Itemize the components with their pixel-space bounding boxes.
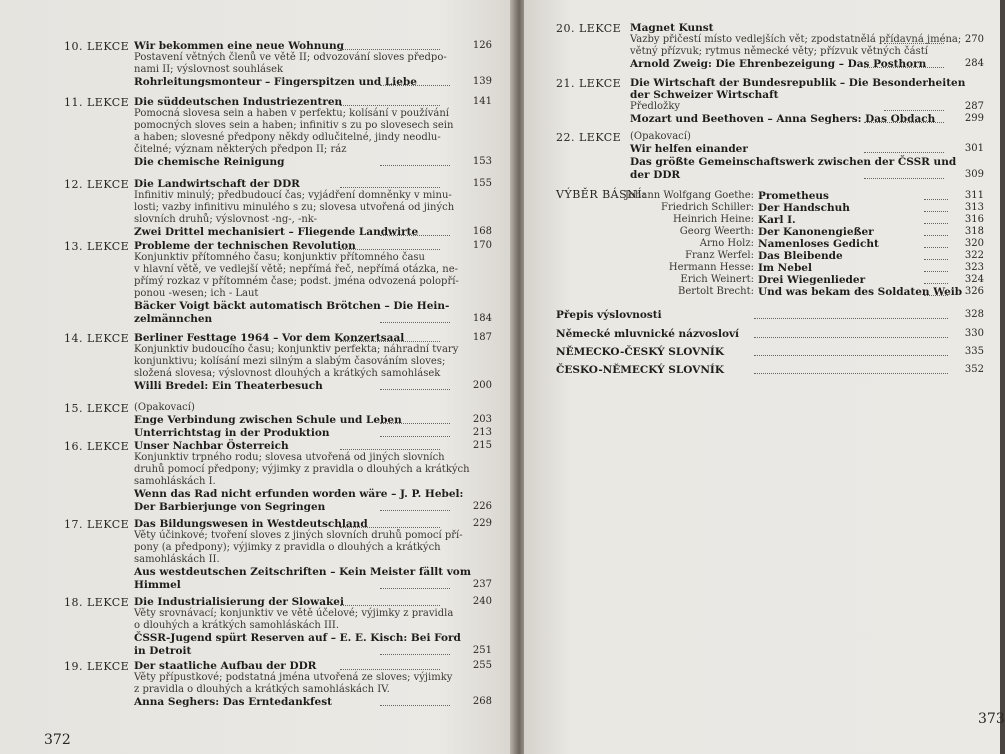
lesson-topics-line: čitelné; význam některých předpon II; ráz [134, 144, 347, 155]
page-ref: 155 [472, 178, 492, 189]
lesson-label: 20. LEKCE [556, 22, 622, 35]
lesson-topics-line: Předložky [630, 101, 681, 112]
appendix-entry: Německé mluvnické názvosloví [556, 328, 740, 340]
page-ref: 240 [472, 596, 492, 607]
poem-author: Heinrich Heine: [672, 214, 754, 225]
poem-author: Franz Werfel: [685, 250, 754, 261]
page-number-right: 373 [978, 711, 1005, 727]
page-ref: 316 [964, 214, 984, 225]
page-ref: 213 [472, 427, 492, 438]
page-ref: 352 [964, 364, 984, 375]
leader-dots [924, 283, 948, 284]
poem-title: Drei Wiegenlieder [758, 274, 866, 286]
lesson-title: Magnet Kunst [630, 22, 714, 34]
page-ref: 270 [964, 34, 984, 45]
page-ref: 287 [964, 101, 984, 112]
lesson-label: 19. LEKCE [64, 660, 130, 673]
lesson-topics-line: Věty přípustkové; podstatná jména utvořená ze sloves; výjimky [134, 672, 453, 683]
lesson-topics-line: samohláskách I. [134, 476, 216, 487]
lesson-topics-line: losti; vazby infinitivu minulého s zu; slovesa utvořená od jiných [134, 202, 455, 213]
lesson-title: Das Bildungswesen in Westdeutschland [134, 518, 368, 530]
poem-title: Das Bleibende [758, 250, 843, 262]
lesson-topics-line: ponou -wesen; ich - Laut [134, 288, 259, 299]
leader-dots [340, 527, 440, 528]
poem-author: Hermann Hesse: [668, 262, 754, 273]
lesson-title: Unser Nachbar Österreich [134, 440, 289, 452]
lesson-label: 22. LEKCE [556, 131, 622, 144]
reading-title: Bäcker Voigt bäckt automatisch Brötchen – Die Hein- [134, 300, 450, 312]
lesson-topics-line: složená slovesa; výslovnost dlouhých a krátkých samohlásek [134, 368, 441, 379]
lesson-title: der Schweizer Wirtschaft [630, 89, 779, 101]
lesson-label: 15. LEKCE [64, 402, 130, 415]
leader-dots [340, 49, 440, 50]
page-ref: 324 [964, 274, 984, 285]
poem-author: Georg Weerth: [679, 226, 754, 237]
reading-title: Wenn das Rad nicht erfunden worden wäre – J. P. Hebel: [134, 488, 464, 500]
page-ref: 255 [472, 660, 492, 671]
page-ref: 284 [964, 58, 984, 69]
lesson-topics-line: z pravidla o dlouhých a krátkých samohláskách IV. [134, 684, 390, 695]
lesson-topics-line: druhů pomocí předpony; výjimky z pravidla o dlouhých a krátkých [134, 464, 470, 475]
lesson-topics-line: Postavení větných členů ve větě II; odvozování sloves předpo- [134, 52, 447, 63]
leader-dots [864, 178, 944, 179]
leader-dots [754, 373, 948, 374]
leader-dots [340, 187, 440, 188]
poem-title: Im Nebel [758, 262, 812, 274]
lesson-topics-line: Vazby přičestí místo vedlejších vět; zpodstatnělá přídavná jména; [630, 34, 962, 45]
page-ref: 309 [964, 169, 984, 180]
lesson-title: Wir bekommen eine neue Wohnung [134, 40, 345, 52]
lesson-topics-line: konjunktivu; kolísání mezi silným a slabým časováním sloves; [134, 356, 446, 367]
lesson-topics-line: přímý rozkaz v přítomném čase; podst. jména odvozená polopří- [134, 276, 459, 287]
reading-title: Enge Verbindung zwischen Schule und Leben [134, 414, 402, 426]
lesson-topics-line: a haben; slovesné předpony někdy odlučitelné, jindy neodlu- [134, 132, 441, 143]
page-ref: 328 [964, 309, 984, 320]
page-ref: 335 [964, 346, 984, 357]
right-page [524, 0, 1005, 754]
reading-title: Mozart und Beethoven – Anna Seghers: Das Obdach [630, 113, 936, 125]
poem-author: Bertolt Brecht: [678, 286, 754, 297]
lesson-topics-line: větný přízvuk; rytmus německé věty; přízvuk větných částí [630, 46, 928, 57]
leader-dots [754, 355, 948, 356]
poems-label: VÝBĚR BÁSNÍ: [556, 188, 647, 201]
lesson-topics-line: Konjunktiv budoucího času; konjunktiv perfekta; náhradní tvary [134, 344, 459, 355]
reading-title: Rohrleitungsmonteur – Fingerspitzen und Liebe [134, 76, 417, 88]
poem-title: Namenloses Gedicht [758, 238, 879, 250]
reading-title: zelmännchen [134, 313, 213, 325]
appendix-entry: Přepis výslovnosti [556, 309, 662, 321]
page-ref: 311 [964, 190, 984, 201]
reading-title: Die chemische Reinigung [134, 156, 285, 168]
page-ref: 141 [472, 96, 492, 107]
lesson-topics-line: Věty srovnávací; konjunktiv ve větě účelové; výjimky z pravidla [134, 608, 454, 619]
leader-dots [924, 235, 948, 236]
page-ref: 322 [964, 250, 984, 261]
page-ref: 326 [964, 286, 984, 297]
page-ref: 251 [472, 645, 492, 656]
page-ref: 200 [472, 380, 492, 391]
reading-title: Wir helfen einander [630, 143, 748, 155]
poem-title: Prometheus [758, 190, 829, 202]
page-ref: 139 [472, 76, 492, 87]
lesson-topics-line: slovních druhů; výslovnost -ng-, -nk- [134, 214, 318, 225]
reading-title: Willi Bredel: Ein Theaterbesuch [134, 380, 323, 392]
page-ref: 318 [964, 226, 984, 237]
page-ref: 184 [472, 313, 492, 324]
reading-title: Arnold Zweig: Die Ehrenbezeigung – Das Posthorn [630, 58, 927, 70]
leader-dots [380, 389, 450, 390]
lesson-label: 11. LEKCE [64, 96, 130, 109]
page-ref: 229 [472, 518, 492, 529]
leader-dots [864, 67, 944, 68]
lesson-topics-line: Konjunktiv přítomného času; konjunktiv přítomného času [134, 252, 425, 263]
reading-title: ČSSR-Jugend spürt Reserven auf – E. E. Kisch: Bei Ford [134, 632, 461, 644]
poem-author: Johann Wolfgang Goethe: [624, 190, 754, 201]
page-ref: 187 [472, 332, 492, 343]
poem-author: Erich Weinert: [680, 274, 754, 285]
leader-dots [754, 337, 948, 338]
lesson-label: 14. LEKCE [64, 332, 130, 345]
leader-dots [754, 318, 948, 319]
lesson-label: 17. LEKCE [64, 518, 130, 531]
leader-dots [380, 436, 450, 437]
lesson-topics-line: Konjunktiv trpného rodu; slovesa utvořená od jiných slovních [134, 452, 445, 463]
leader-dots [340, 249, 440, 250]
leader-dots [924, 223, 948, 224]
poem-title: Der Kanonengießer [758, 226, 874, 238]
leader-dots [864, 122, 944, 123]
lesson-title: Berliner Festtage 1964 – Vor dem Konzertsaal [134, 332, 405, 344]
lesson-label: 10. LEKCE [64, 40, 130, 53]
lesson-title: Die Landwirtschaft der DDR [134, 178, 300, 190]
reading-title: Anna Seghers: Das Erntedankfest [134, 696, 332, 708]
lesson-label: 21. LEKCE [556, 77, 622, 90]
lesson-label: 16. LEKCE [64, 440, 130, 453]
page-ref: 299 [964, 113, 984, 124]
page-ref: 226 [472, 501, 492, 512]
page-ref: 215 [472, 440, 492, 451]
reading-title: der DDR [630, 169, 681, 181]
lesson-topics-line: Věty účinkové; tvoření sloves z jiných slovních druhů pomocí pří- [134, 530, 463, 541]
leader-dots [884, 110, 944, 111]
reading-title: Aus westdeutschen Zeitschriften – Kein Meister fällt vom [134, 566, 471, 578]
lesson-topics-line: o dlouhých a krátkých samohláskách III. [134, 620, 340, 631]
poem-title: Der Handschuh [758, 202, 850, 214]
page-ref: 168 [472, 226, 492, 237]
page-ref: 313 [964, 202, 984, 213]
lesson-topics-line: pomocných sloves sein a haben; infinitiv s zu po slovesech sein [134, 120, 454, 131]
page-ref: 320 [964, 238, 984, 249]
lesson-label: 12. LEKCE [64, 178, 130, 191]
lesson-topics-line: samohláskách II. [134, 554, 220, 565]
page-ref: 323 [964, 262, 984, 273]
lesson-label: 13. LEKCE [64, 240, 130, 253]
appendix-entry: NĚMECKO-ČESKÝ SLOVNÍK [556, 346, 724, 358]
lesson-topics-line: v hlavní větě, ve vedlejší větě; nepřímá řeč, nepřímá otázka, ne- [134, 264, 459, 275]
leader-dots [924, 199, 948, 200]
appendix-entry: ČESKO-NĚMECKÝ SLOVNÍK [556, 364, 724, 376]
leader-dots [924, 271, 948, 272]
leader-dots [380, 235, 450, 236]
leader-dots [380, 705, 450, 706]
page-ref: 203 [472, 414, 492, 425]
leader-dots [380, 588, 450, 589]
lesson-title: (Opakovací) [134, 402, 195, 413]
lesson-topics-line: pony (a předpony); výjimky z pravidla o dlouhých a krátkých [134, 542, 441, 553]
leader-dots [340, 341, 440, 342]
lesson-title: Probleme der technischen Revolution [134, 240, 356, 252]
leader-dots [340, 449, 440, 450]
leader-dots [380, 165, 450, 166]
leader-dots [340, 605, 440, 606]
lesson-topics-line: nami II; výslovnost souhlásek [134, 64, 284, 75]
poem-title: Karl I. [758, 214, 796, 226]
leader-dots [380, 85, 450, 86]
reading-title: Der Barbierjunge von Segringen [134, 501, 326, 513]
reading-title: in Detroit [134, 645, 192, 657]
page-ref: 237 [472, 579, 492, 590]
leader-dots [380, 322, 450, 323]
page-ref: 330 [964, 328, 984, 339]
leader-dots [884, 43, 944, 44]
leader-dots [924, 211, 948, 212]
page-ref: 126 [472, 40, 492, 51]
page-ref: 153 [472, 156, 492, 167]
page-ref: 268 [472, 696, 492, 707]
reading-title: Das größte Gemeinschaftswerk zwischen der ČSSR und [630, 156, 957, 168]
lesson-title: (Opakovací) [630, 131, 691, 142]
lesson-title: Die süddeutschen Industriezentren [134, 96, 343, 108]
lesson-topics-line: Infinitiv minulý; předbudoucí čas; vyjádření domněnky v minu- [134, 190, 452, 201]
leader-dots [864, 152, 944, 153]
leader-dots [924, 247, 948, 248]
lesson-title: Die Wirtschaft der Bundesrepublik – Die Besonderheiten [630, 77, 966, 89]
page-ref: 301 [964, 143, 984, 154]
leader-dots [924, 295, 948, 296]
page-number-left: 372 [44, 732, 71, 748]
poem-author: Arno Holz: [699, 238, 754, 249]
page-ref: 170 [472, 240, 492, 251]
poem-author: Friedrich Schiller: [661, 202, 754, 213]
leader-dots [380, 654, 450, 655]
reading-title: Zwei Drittel mechanisiert – Fliegende Landwirte [134, 226, 419, 238]
leader-dots [380, 423, 450, 424]
lesson-topics-line: Pomocná slovesa sein a haben v perfektu; kolísání v používání [134, 108, 449, 119]
reading-title: Unterrichtstag in der Produktion [134, 427, 330, 439]
lesson-label: 18. LEKCE [64, 596, 130, 609]
lesson-title: Die Industrialisierung der Slowakei [134, 596, 344, 608]
leader-dots [340, 105, 440, 106]
lesson-title: Der staatliche Aufbau der DDR [134, 660, 317, 672]
leader-dots [380, 510, 450, 511]
reading-title: Himmel [134, 579, 181, 591]
poem-title: Und was bekam des Soldaten Weib [758, 286, 963, 298]
leader-dots [340, 669, 440, 670]
leader-dots [924, 259, 948, 260]
